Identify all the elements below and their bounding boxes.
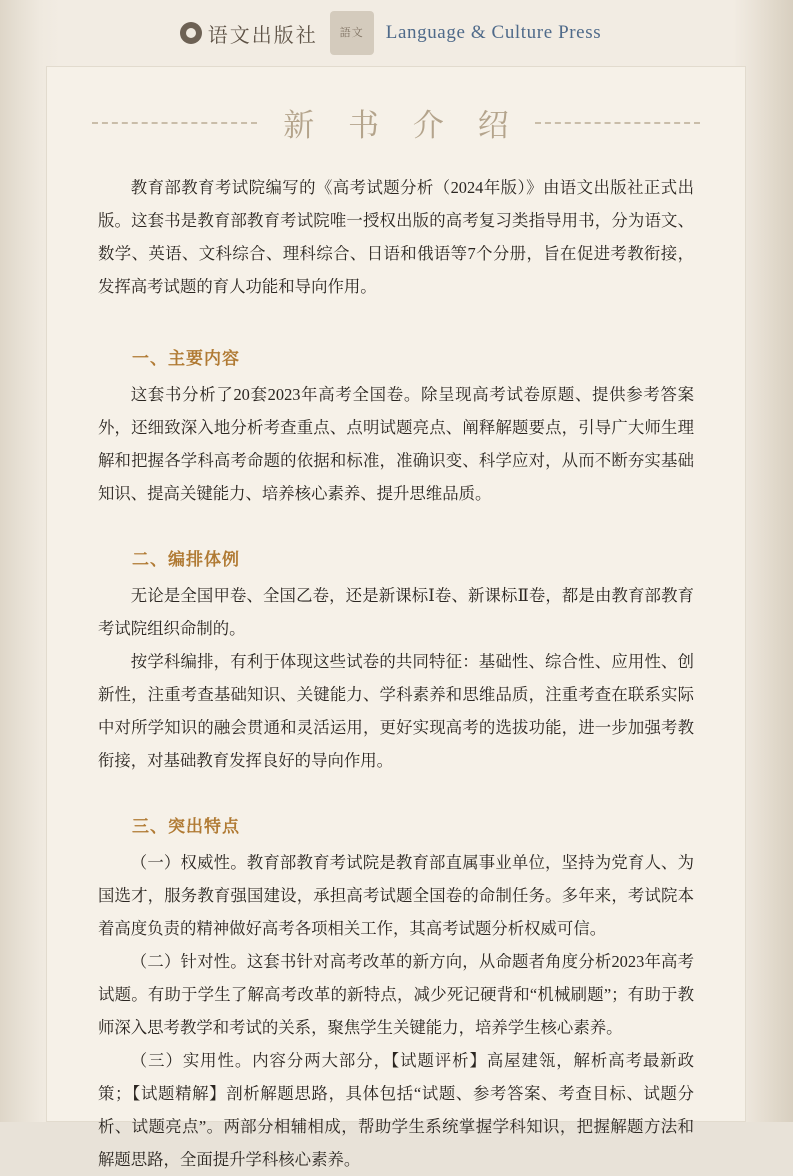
circle-logo-icon [180,22,202,44]
section-3-paragraph-1: （一）权威性。教育部教育考试院是教育部直属事业单位，坚持为党育人、为国选才，服务教育强国建设，承担高考试题全国卷的命制任务。多年来，考试院本着高度负责的精神做好高考各项相关工作，其高考试题分析权威可信。 [98,853,694,938]
section-2-paragraph-2: 按学科编排，有利于体现这些试卷的共同特征：基础性、综合性、应用性、创新性，注重考查基础知识、关键能力、学科素养和思维品质，注重考查在联系实际中对所学知识的融会贯通和灵活运用，更好实现高考的选拔功能，进一步加强考教衔接，对基础教育发挥良好的导向作用。 [98,652,694,770]
section-1-paragraph-1: 这套书分析了20套2023年高考全国卷。除呈现高考试卷原题、提供参考答案外，还细致深入地分析考查重点、点明试题亮点、阐释解题要点，引导广大师生理解和把握各学科高考命题的依据和标准，准确识变、科学应对，从而不断夯实基础知识、提高关键能力、培养核心素养、提升思维品质。 [98,385,694,503]
seal-icon: 語文 [330,11,374,55]
publisher-masthead [0,0,793,66]
article-card [46,66,746,1169]
lead-paragraph: 教育部教育考试院编写的《高考试题分析（2024年版）》由语文出版社正式出版。这套书是教育部教育考试院唯一授权出版的高考复习类指导用书，分为语文、数学、英语、文科综合、理科综合、日语和俄语等7个分册，旨在促进考教衔接，发挥高考试题的育人功能和导向作用。 [98,178,694,296]
section-2-paragraph-1: 无论是全国甲卷、全国乙卷，还是新课标Ⅰ卷、新课标Ⅱ卷，都是由教育部教育考试院组织命制的。 [98,586,694,638]
article-title-row [46,66,746,145]
spacer [98,777,694,789]
section-heading-3: 三、突出特点 [132,817,240,837]
page-title: 新 书 介 绍 [283,108,521,144]
spacer [98,510,694,522]
section-heading-2: 二、编排体例 [132,550,240,570]
article-body [46,145,746,1176]
title-rule-right [535,122,700,124]
section-3-paragraph-2: （二）针对性。这套书针对高考改革的新方向，从命题者角度分析2023年高考试题。有助于学生了解高考改革的新特点，减少死记硬背和“机械刷题”；有助于教师深入思考教学和考试的关系，聚焦学生关键能力，培养学生核心素养。 [98,952,694,1037]
section-3-paragraph-3: （三）实用性。内容分两大部分，【试题评析】高屋建瓴，解析高考最新政策；【试题精解】剖析解题思路，具体包括“试题、参考答案、考查目标、试题分析、试题亮点”。两部分相辅相成，帮助学生系统掌握学科知识，把握解题方法和解题思路，全面提升学科核心素养。 [98,1051,694,1169]
publisher-name-cn: 语文出版社 [207,22,318,47]
title-rule-left [92,122,257,124]
publisher-name-en: Language & Culture Press [385,22,602,43]
spacer [98,309,694,321]
section-heading-1: 一、主要内容 [132,349,240,369]
masthead-inner [180,11,601,55]
